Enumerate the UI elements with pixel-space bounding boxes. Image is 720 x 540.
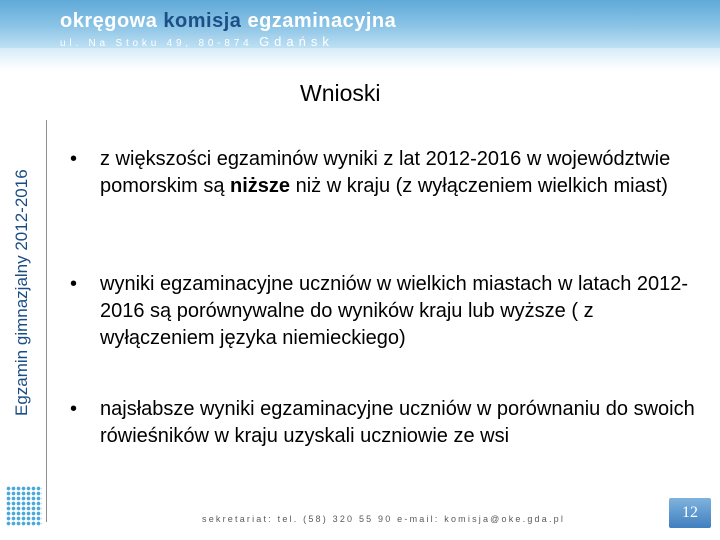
bullet-dot: • <box>70 398 78 420</box>
header-gradient-fade <box>0 48 720 70</box>
logo-word-komisja: komisja <box>163 10 242 32</box>
list-item <box>70 146 700 200</box>
address-street: ul. Na Stoku 49, 80-874 <box>60 38 253 49</box>
vertical-side-label: Egzamin gimnazjalny 2012-2016 <box>12 169 31 416</box>
bullet-dot: • <box>70 148 78 170</box>
bullet-text-part: z większości egzaminów wyniki z lat 2012-2016 w województwie pomorskim są <box>100 148 671 197</box>
page-number-badge: 12 <box>669 498 711 528</box>
bullet-text: najsłabsze wyniki egzaminacyjne uczniów w porównaniu do swoich rówieśników w kraju uzyskali uczniowie ze wsi <box>100 398 695 447</box>
bullet-text: wyniki egzaminacyjne uczniów w wielkich miastach w latach 2012-2016 są porównywalne do wyników kraju lub wyższe ( z wyłączeniem języka niemieckiego) <box>100 273 689 349</box>
vertical-divider <box>46 120 47 522</box>
slide-title: Wnioski <box>300 80 381 106</box>
address-city: Gdańsk <box>259 34 334 49</box>
bullet-emphasis: niższe <box>230 175 291 197</box>
list-item <box>70 396 700 450</box>
institution-logo-title <box>60 10 396 33</box>
logo-word-egzaminacyjna: egzaminacyjna <box>247 10 397 32</box>
bullet-text <box>100 146 700 200</box>
institution-address <box>60 34 334 49</box>
bullet-dot: • <box>70 273 78 295</box>
footer-contact: sekretariat: tel. (58) 320 55 90 e-mail: komisja@oke.gda.pl <box>202 514 566 524</box>
bullet-text-part: niż w kraju (z wyłączeniem wielkich miast) <box>290 175 668 197</box>
list-item <box>70 271 700 352</box>
logo-word-okregowa: okręgowa <box>60 10 158 32</box>
dot-pattern-logo <box>6 486 42 526</box>
